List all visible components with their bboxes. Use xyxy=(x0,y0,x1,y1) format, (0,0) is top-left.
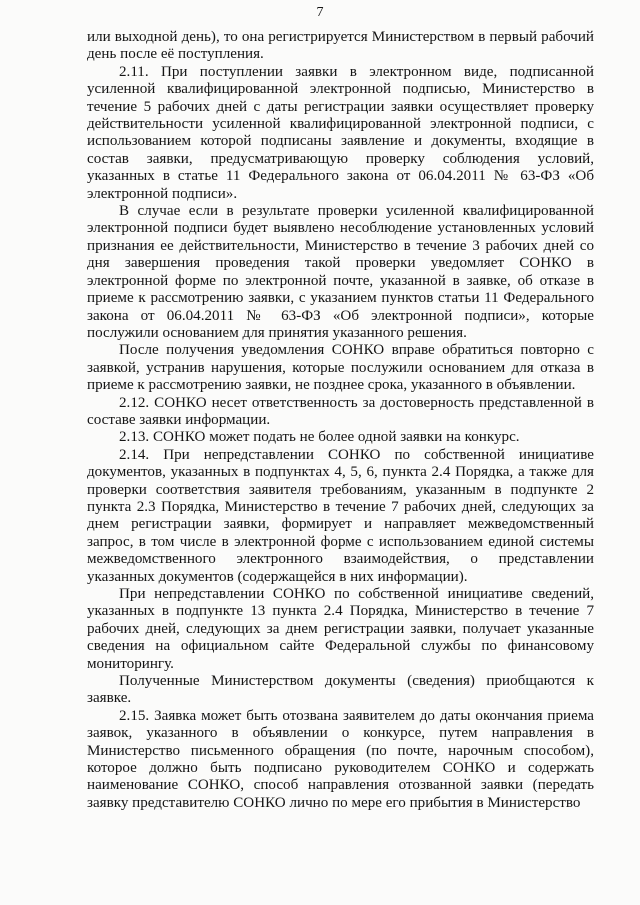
paragraph-financial-monitoring: При непредставлении СОНКО по собственной инициативе сведений, указанных в подпункте 13 пункта 2.4 Порядка, Министерство в течение 7 рабочих дней, следующих за днем регистрации заявки, получает указанные сведения на официальном сайте Федеральной службы по финансовому мониторингу. xyxy=(87,586,594,672)
page-number: 7 xyxy=(316,5,324,20)
paragraph-signature-check-failure: В случае если в результате проверки усиленной квалифицированной электронной подписи будет выявлено несоблюдение установленных условий признания ее действительности, Министерство в течение 3 рабочих дней со дня завершения проведения такой проверки уведомляет СОНКО в электронной форме по электронной почте, указанной в заявке, об отказе в приеме к рассмотрению заявки, с указанием пунктов статьи 11 Федерального закона от 06.04.2011 № 63-ФЗ «Об электронной подписи», которые послужили основанием для принятия указанного решения. xyxy=(87,203,594,341)
paragraph-continuation: или выходной день), то она регистрируется Министерством в первый рабочий день после её поступления. xyxy=(87,29,594,63)
paragraph-2-15: 2.15. Заявка может быть отозвана заявителем до даты окончания приема заявок, указанного в объявлении о конкурсе, путем направления в Министерство письменного обращения (по почте, нарочным способом), которое должно быть подписано руководителем СОНКО и содержать наименование СОНКО, способ направления отозванной заявки (передать заявку представителю СОНКО лично по мере его прибытия в Министерство xyxy=(87,707,594,811)
paragraph-2-12: 2.12. СОНКО несет ответственность за достоверность представленной в составе заявки информации. xyxy=(87,394,594,428)
paragraph-2-14: 2.14. При непредставлении СОНКО по собственной инициативе документов, указанных в подпунктах 4, 5, 6, пункта 2.4 Порядка, а также для проверки соответствия заявителя требованиям, указанным в подпункте 2 пункта 2.3 Порядка, Министерство в течение 7 рабочих дней, следующих за днем регистрации заявки, формирует и направляет межведомственный запрос, в том числе в электронной форме с использованием единой системы межведомственного электронного взаимодействия, о представлении указанных документов (содержащейся в них информации). xyxy=(87,446,594,585)
paragraph-2-13: 2.13. СОНКО может подать не более одной заявки на конкурс. xyxy=(119,429,520,446)
paragraph-resubmission: После получения уведомления СОНКО вправе обратиться повторно с заявкой, устранив нарушения, которые послужили основанием для отказа в приеме к рассмотрению заявки, не позднее срока, указанного в объявлении. xyxy=(87,342,594,394)
document-body xyxy=(87,29,594,812)
paragraph-2-11: 2.11. При поступлении заявки в электронном виде, подписанной усиленной квалифицированной электронной подписью, Министерство в течение 5 рабочих дней с даты регистрации заявки осуществляет проверку действительности усиленной квалифицированной электронной подписи, с использованием которой подписаны заявление и документы, входящие в состав заявки, предусматривающую проверку соблюдения условий, указанных в статье 11 Федерального закона от 06.04.2011 № 63-ФЗ «Об электронной подписи». xyxy=(87,63,594,202)
paragraph-documents-attached: Полученные Министерством документы (сведения) приобщаются к заявке. xyxy=(87,673,594,707)
